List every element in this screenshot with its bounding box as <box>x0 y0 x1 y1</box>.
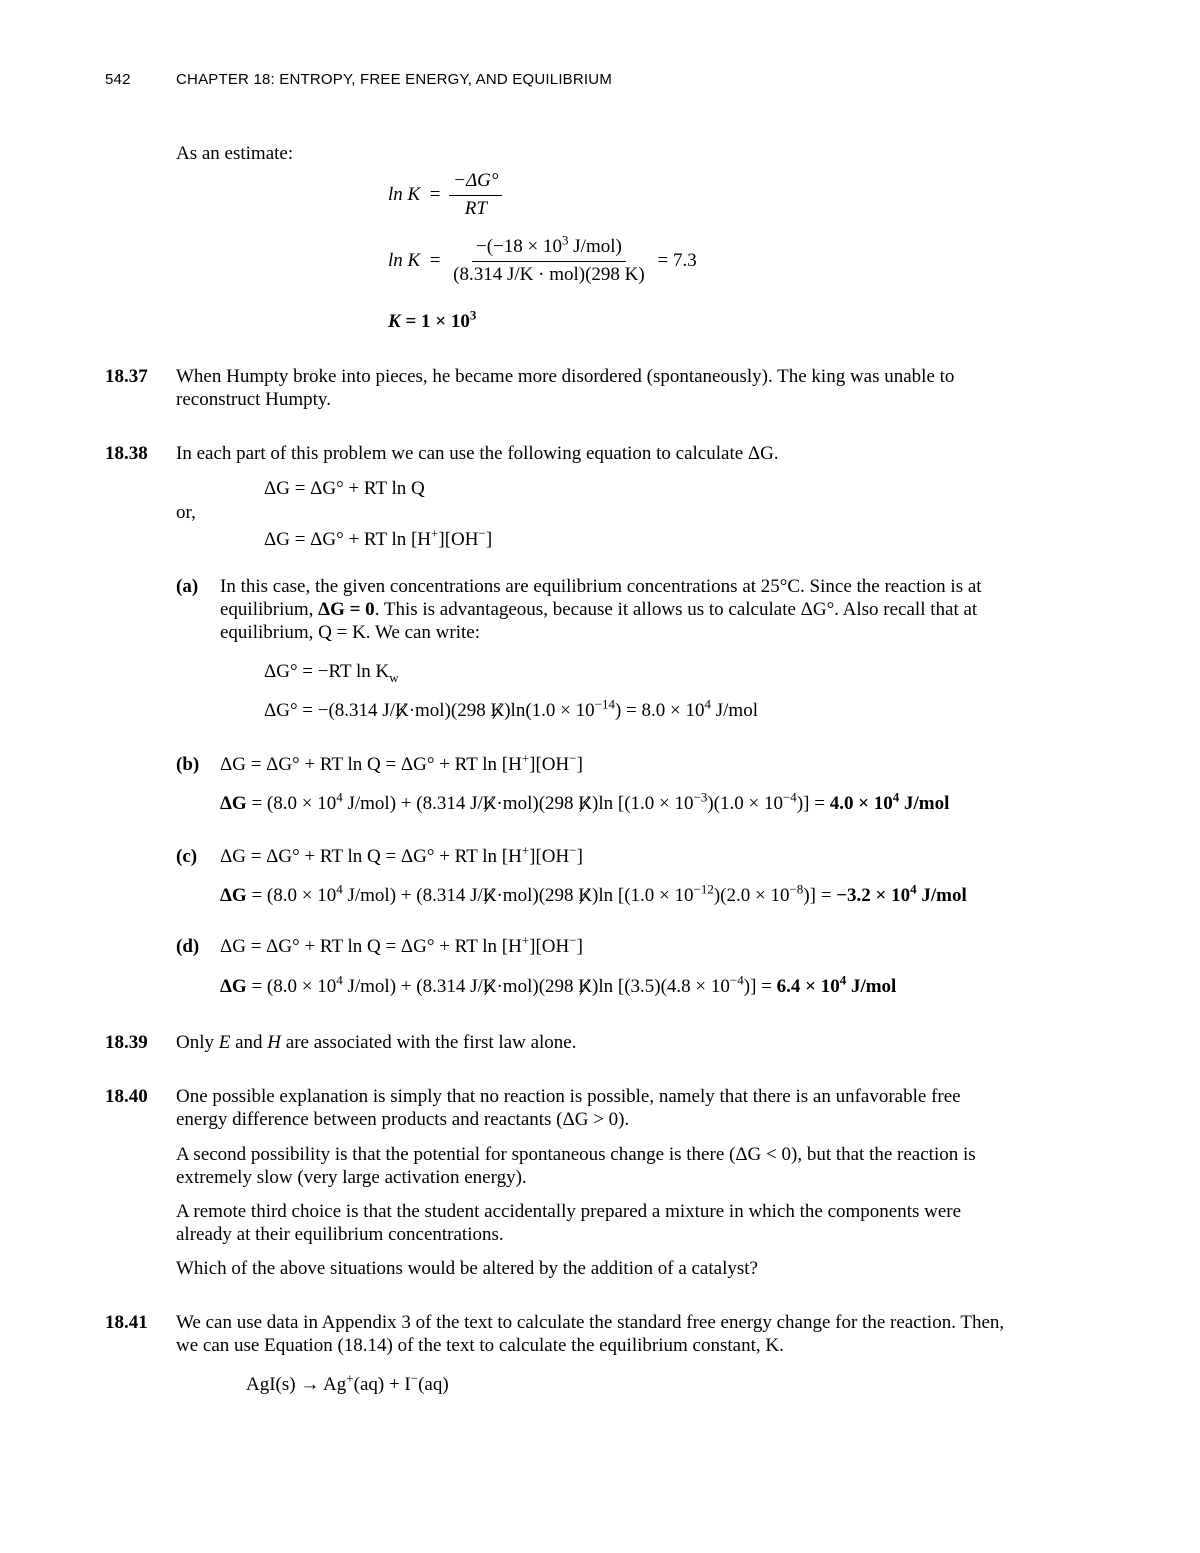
minus-sign: − <box>410 1370 419 1386</box>
problem-18-37-line2: reconstruct Humpty. <box>176 389 331 410</box>
plus-sign: + <box>521 842 530 858</box>
part-c-general-equation <box>220 842 583 869</box>
eq-end: ] <box>576 936 583 957</box>
cancelled-k: K <box>394 700 409 721</box>
cancelled-k: K <box>482 885 497 906</box>
exp: 4 <box>892 789 900 805</box>
eq-body: = (8.0 × 10 <box>246 885 337 906</box>
part-c-numeric-equation <box>220 881 967 908</box>
eq-tail: ][OH <box>529 754 570 775</box>
eq-num-exponent: 3 <box>562 232 569 248</box>
eq-part: )] = <box>743 976 777 997</box>
eq-num-unit: J/mol) <box>568 236 622 257</box>
minus-sign: − <box>569 842 577 858</box>
part-a-line2-pre: equilibrium, <box>220 599 319 620</box>
problem-number-18-39: 18.39 <box>105 1032 148 1053</box>
k-value: = 1 × 10 <box>405 311 470 332</box>
result-unit: J/mol <box>846 976 897 997</box>
rxn-pre: AgI(s) → Ag <box>246 1374 347 1395</box>
exp: 4 <box>910 881 917 897</box>
cancelled-k: K <box>578 976 593 997</box>
eq-denominator: RT <box>464 197 487 219</box>
eq-body: = (8.0 × 10 <box>246 976 337 997</box>
part-a-line1: In this case, the given concentrations are equilibrium concentrations at 25°C. Since the reaction is at <box>220 576 982 597</box>
eq-part: J/mol) + (8.314 J/ <box>342 793 483 814</box>
exp: 4 <box>839 972 847 988</box>
plus-sign: + <box>521 932 530 948</box>
eq-body: ΔG° = −RT ln K <box>264 661 390 682</box>
part-b-numeric-equation <box>220 789 950 816</box>
equation-lnk-definition: ln K = $\frac{-\Delta G^\circ}{RT}$ <box>388 170 506 221</box>
eq-result-exponent: 4 <box>704 696 711 712</box>
delta-g-bold: ΔG <box>220 976 247 997</box>
part-d-label: (d) <box>176 936 200 957</box>
equation-delta-g-general: ΔG = ΔG° + RT ln Q <box>264 478 425 499</box>
result-unit: J/mol <box>899 793 950 814</box>
cancelled-k: K <box>490 700 505 721</box>
eq-tail: ][OH <box>438 529 479 550</box>
rxn-end: (aq) <box>418 1374 449 1395</box>
eq-result: ) = 8.0 × 10 <box>614 700 705 721</box>
exp: −8 <box>789 881 804 897</box>
exp: −4 <box>729 972 744 988</box>
problem-18-38-intro: In each part of this problem we can use the following equation to calculate ΔG. <box>176 443 779 464</box>
part-b-result: 4.0 × 10 <box>829 793 893 814</box>
eq-result: = 7.3 <box>657 249 697 271</box>
part-a-line2-post: . This is advantageous, because it allows us to calculate ΔG°. Also recall that at <box>374 599 978 620</box>
delta-g-bold: ΔG <box>220 793 247 814</box>
plus-sign: + <box>431 525 439 541</box>
eq-denominator: (8.314 J/K · mol)(298 K) <box>453 263 645 285</box>
symbol-h: H <box>267 1032 282 1053</box>
eq-part: ·mol)(298 <box>496 885 579 906</box>
eq-part: )ln [(1.0 × 10 <box>592 793 694 814</box>
part-d-result: 6.4 × 10 <box>776 976 840 997</box>
eq-end: ] <box>576 846 583 867</box>
exp: 4 <box>336 972 343 988</box>
minus-sign: − <box>569 750 577 766</box>
part-d-numeric-equation <box>220 972 897 999</box>
eq-mid: ·mol)(298 <box>408 700 491 721</box>
cancelled-k: K <box>482 976 497 997</box>
exp: −4 <box>782 789 797 805</box>
eq-numerator: −(−18 × 10 <box>476 236 563 257</box>
eq-body: = (8.0 × 10 <box>246 793 337 814</box>
problem-number-18-38: 18.38 <box>105 443 148 464</box>
eq-lhs: ln K <box>388 183 421 205</box>
eq-ln: )ln(1.0 × 10 <box>504 700 595 721</box>
problem-18-40-para3-line1: A remote third choice is that the student accidentally prepared a mixture in which the components were <box>176 1201 962 1222</box>
minus-sign: − <box>478 525 486 541</box>
eq-part: ·mol)(298 <box>496 793 579 814</box>
part-c-label: (c) <box>176 846 198 867</box>
eq-main: ΔG = ΔG° + RT ln Q = ΔG° + RT ln [H <box>220 936 522 957</box>
exp: 4 <box>336 789 343 805</box>
part-a-equation2 <box>264 696 758 723</box>
cancelled-k: K <box>578 793 593 814</box>
equation-lnk-numeric: ln K = $\frac{-(-18 \times 10^3 J/mol)}{\text{(8.314 J/K · mol)(298 K)}}$ = 7.3 <box>388 232 697 285</box>
eq-main: ΔG = ΔG° + RT ln Q = ΔG° + RT ln [H <box>220 754 522 775</box>
eq-main: ΔG = ΔG° + RT ln Q = ΔG° + RT ln [H <box>220 846 522 867</box>
eq-part: )] = <box>796 793 830 814</box>
problem-18-40-para2-line1: A second possibility is that the potential for spontaneous change is there (ΔG < 0), but that the reaction is <box>176 1144 976 1165</box>
part-a-equation1 <box>264 661 399 684</box>
problem-18-39-text <box>176 1032 576 1055</box>
eq-part: ·mol)(298 <box>496 976 579 997</box>
part-b-general-equation <box>220 750 583 777</box>
eq-part: )ln [(3.5)(4.8 × 10 <box>592 976 730 997</box>
cancelled-k: K <box>482 793 497 814</box>
problem-18-40-para2-line2: extremely slow (very large activation energy). <box>176 1167 527 1188</box>
k-symbol: K <box>388 311 401 332</box>
minus-sign: − <box>569 932 577 948</box>
eq-end: ] <box>576 754 583 775</box>
or-label: or, <box>176 502 196 523</box>
text-post: are associated with the first law alone. <box>281 1032 577 1053</box>
eq-part: )(2.0 × 10 <box>713 885 790 906</box>
eq-part: J/mol) + (8.314 J/ <box>342 885 483 906</box>
reaction-equation <box>246 1370 449 1397</box>
chapter-title: CHAPTER 18: ENTROPY, FREE ENERGY, AND EQUILIBRIUM <box>176 71 613 88</box>
eq-part: )ln [(1.0 × 10 <box>592 885 694 906</box>
eq-tail: ][OH <box>529 846 570 867</box>
problem-18-41-line2: we can use Equation (18.14) of the text to calculate the equilibrium constant, K. <box>176 1335 784 1356</box>
exp: 4 <box>336 881 343 897</box>
part-a-line3: equilibrium, Q = K. We can write: <box>220 622 480 643</box>
eq-exponent: −14 <box>594 696 615 712</box>
eq-subscript: w <box>389 669 399 685</box>
delta-g-bold: ΔG <box>220 885 247 906</box>
eq-lhs: ln K <box>388 249 421 271</box>
problem-number-18-40: 18.40 <box>105 1086 148 1107</box>
part-d-general-equation <box>220 932 583 959</box>
problem-18-40-para1-line1: One possible explanation is simply that no reaction is possible, namely that there is an unfavorable free <box>176 1086 961 1107</box>
problem-18-40-para3-line2: already at their equilibrium concentrations. <box>176 1224 504 1245</box>
eq-part: )(1.0 × 10 <box>707 793 783 814</box>
plus-sign: + <box>346 1370 354 1386</box>
part-a-delta-g-zero: ΔG = 0 <box>318 599 375 620</box>
problem-number-18-41: 18.41 <box>105 1312 148 1333</box>
text-pre: Only <box>176 1032 219 1053</box>
result-unit: J/mol <box>916 885 967 906</box>
k-exponent: 3 <box>469 307 477 323</box>
text-and: and <box>230 1032 268 1053</box>
eq-pre: ΔG° = −(8.314 J/ <box>264 700 395 721</box>
eq-tail: ][OH <box>529 936 570 957</box>
part-b-label: (b) <box>176 754 200 775</box>
part-a-line2 <box>220 599 977 622</box>
eq-main: ΔG = ΔG° + RT ln [H <box>264 529 432 550</box>
plus-sign: + <box>521 750 530 766</box>
problem-18-37-line1: When Humpty broke into pieces, he became more disordered (spontaneously). The king was unable to <box>176 366 955 387</box>
problem-number-18-37: 18.37 <box>105 366 148 387</box>
eq-part: J/mol) + (8.314 J/ <box>342 976 483 997</box>
equation-k-result <box>388 307 477 334</box>
part-c-result: −3.2 × 10 <box>836 885 911 906</box>
eq-unit: J/mol <box>711 700 758 721</box>
eq-numerator: −ΔG° <box>453 170 499 191</box>
exp: −12 <box>693 881 714 897</box>
symbol-e: E <box>218 1032 231 1053</box>
exp: −3 <box>693 789 708 805</box>
estimate-intro: As an estimate: <box>176 143 294 164</box>
problem-18-40-para1-line2: energy difference between products and reactants (ΔG > 0). <box>176 1109 630 1130</box>
page-number: 542 <box>105 71 131 88</box>
rxn-mid: (aq) + I <box>353 1374 411 1395</box>
cancelled-k: K <box>578 885 593 906</box>
eq-part: )] = <box>803 885 837 906</box>
problem-18-40-para4: Which of the above situations would be altered by the addition of a catalyst? <box>176 1258 758 1279</box>
equation-delta-g-ions <box>264 525 493 552</box>
eq-end: ] <box>485 529 493 550</box>
problem-18-41-line1: We can use data in Appendix 3 of the text to calculate the standard free energy change for the reaction. Then, <box>176 1312 1005 1333</box>
part-a-label: (a) <box>176 576 199 597</box>
